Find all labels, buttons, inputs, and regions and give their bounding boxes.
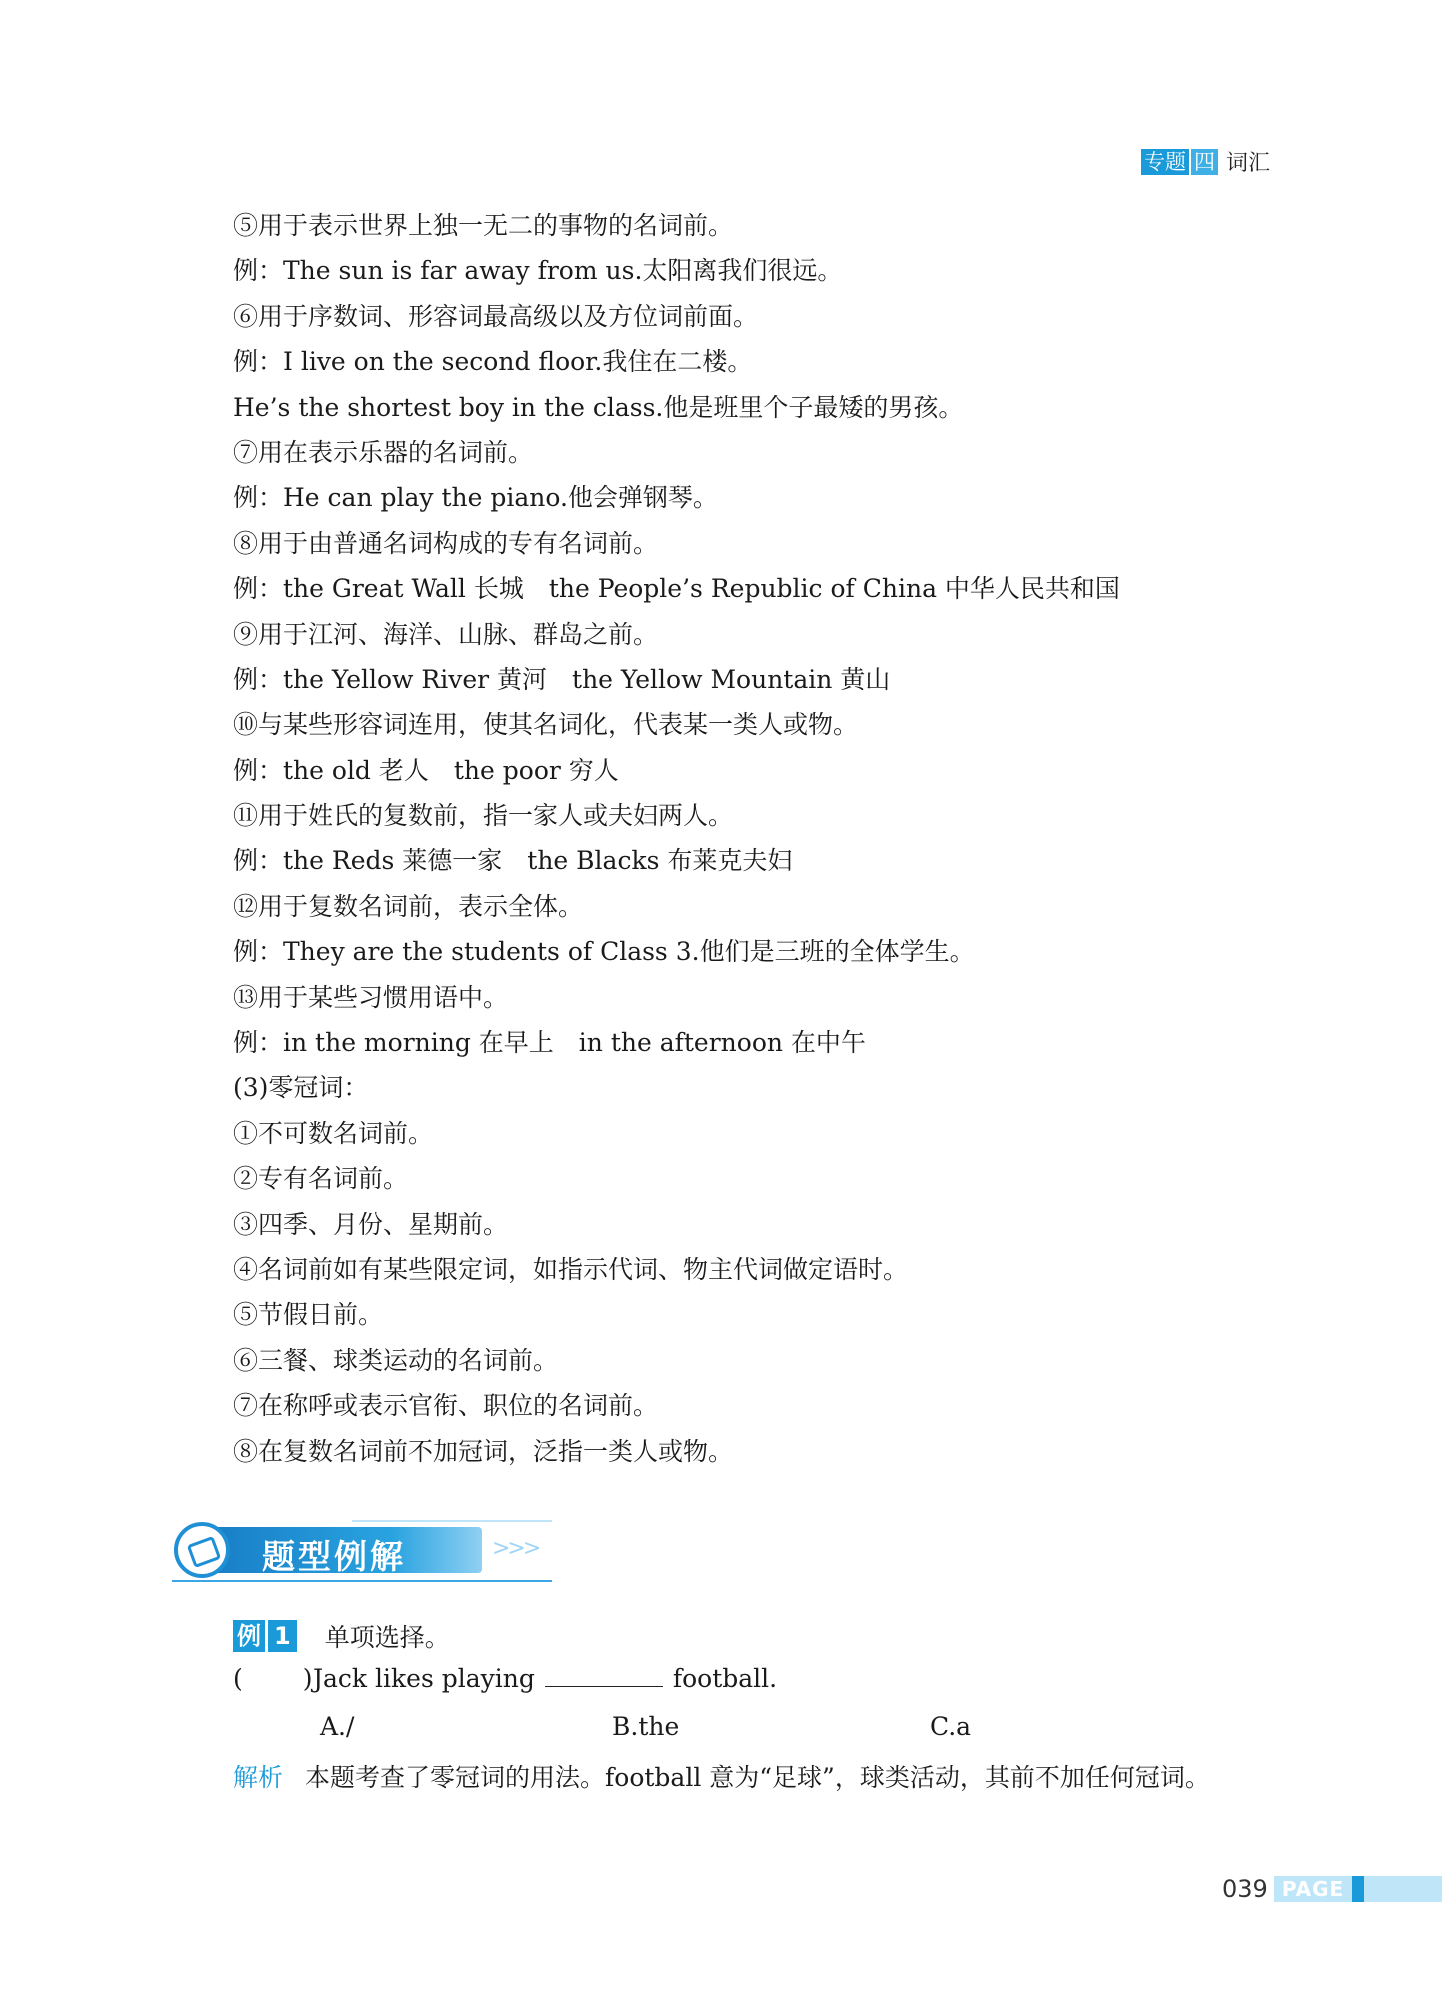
text-line: ⑪用于姓氏的复数前，指一家人或夫妇两人。 [233,801,734,831]
example-tag: 例 [233,1620,265,1652]
page-number: 039 [1222,1875,1268,1903]
text-line: (3)零冠词： [233,1073,369,1103]
text-line: He’s the shortest boy in the class.他是班里个子最矮的男孩。 [233,392,964,422]
text-line: ⑥三餐、球类运动的名词前。 [233,1345,559,1375]
example-instruction: 单项选择。 [324,1623,450,1652]
question-text-before: Jack likes playing [313,1664,535,1693]
bracket-open: ( [233,1664,243,1693]
arrows-icon: >>> [492,1536,539,1561]
text-line: 例：the Yellow River 黄河 the Yellow Mountain 黄山 [233,664,891,694]
option-a[interactable]: A./ [320,1712,355,1741]
header-number-box: 四 [1191,149,1218,175]
question-line [233,1664,777,1693]
text-line: ⑦用在表示乐器的名词前。 [233,437,534,467]
banner-title: 题型例解 [262,1537,406,1576]
page-word: PAGE [1274,1876,1352,1902]
text-line: 例：the Great Wall 长城 the People’s Republic of China 中华人民共和国 [233,574,1120,604]
footer-accent-strip [1352,1876,1364,1902]
banner-underline [172,1580,552,1582]
text-line: ⑨用于江河、海洋、山脉、群岛之前。 [233,619,659,649]
text-line: ⑥用于序数词、形容词最高级以及方位词前面。 [233,301,759,331]
pencil-badge-icon [174,1522,230,1578]
text-line: 例：They are the students of Class 3.他们是三班的全体学生。 [233,937,975,967]
option-c[interactable]: C.a [930,1712,972,1741]
header-topic-box: 专题 [1141,149,1189,175]
text-line: ②专有名词前。 [233,1164,409,1194]
text-line: 例：I live on the second floor.我住在二楼。 [233,347,753,377]
text-line: ⑫用于复数名词前，表示全体。 [233,891,584,921]
banner-top-rule [352,1520,552,1522]
footer-tail-bar [1364,1876,1442,1902]
text-line: 例：He can play the piano.他会弹钢琴。 [233,483,718,513]
text-line: 例：the Reds 莱德一家 the Blacks 布莱克夫妇 [233,846,793,876]
running-header [1141,146,1270,177]
text-line: 例：the old 老人 the poor 穷人 [233,755,619,785]
analysis-label: 解析 [233,1763,284,1792]
text-line: ⑦在称呼或表示官衔、职位的名词前。 [233,1391,659,1421]
text-line: ⑤节假日前。 [233,1300,384,1330]
text-line: ④名词前如有某些限定词，如指示代词、物主代词做定语时。 [233,1254,909,1284]
example-number: 1 [268,1620,297,1652]
option-b[interactable]: B.the [612,1712,680,1741]
text-line: ⑩与某些形容词连用，使其名词化，代表某一类人或物。 [233,710,859,740]
page-footer [1222,1875,1442,1903]
text-line: ⑧在复数名词前不加冠词，泛指一类人或物。 [233,1436,734,1466]
text-line: ③四季、月份、星期前。 [233,1209,509,1239]
analysis-paragraph [172,1756,1267,1800]
answer-bracket[interactable] [233,1664,313,1693]
text-line: 例：The sun is far away from us.太阳离我们很远。 [233,256,843,286]
example-heading [233,1618,450,1654]
text-line: ⑧用于由普通名词构成的专有名词前。 [233,528,659,558]
text-line: 例：in the morning 在早上 in the afternoon 在中午 [233,1028,866,1058]
section-banner [172,1520,552,1582]
text-line: ①不可数名词前。 [233,1118,434,1148]
bracket-close: ) [302,1664,313,1693]
text-line: ⑬用于某些习惯用语中。 [233,982,509,1012]
answer-blank[interactable] [545,1664,663,1687]
header-section-title: 词汇 [1225,151,1270,176]
article-rules-list [233,203,1293,1474]
text-line: ⑤用于表示世界上独一无二的事物的名词前。 [233,211,734,240]
question-text-after: football. [672,1664,778,1693]
analysis-text: 本题考查了零冠词的用法。football 意为“足球”，球类活动，其前不加任何冠词。 [305,1763,1210,1792]
